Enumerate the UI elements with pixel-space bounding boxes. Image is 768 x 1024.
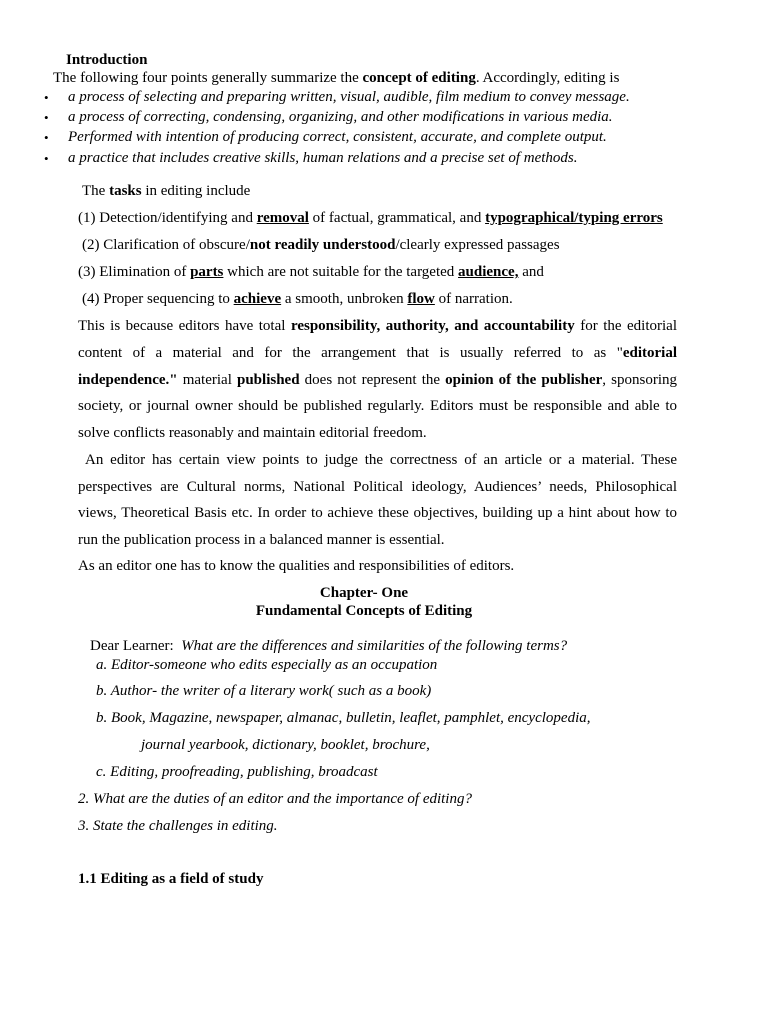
- bullet-item: a process of correcting, condensing, organizing, and other modifications in various media.: [68, 109, 613, 125]
- intro-lead: The following four points generally summarize the concept of editing. Accordingly, editing is: [53, 70, 620, 86]
- question-item: journal yearbook, dictionary, booklet, brochure,: [141, 737, 430, 753]
- paragraph-line: As an editor one has to know the qualities and responsibilities of editors.: [78, 558, 515, 574]
- chapter-title: Fundamental Concepts of Editing: [255, 603, 473, 619]
- question-item: b. Author- the writer of a literary work( such as a book): [96, 683, 432, 699]
- paragraph-line: solve conflicts reasonably and maintain editorial freedom.: [78, 425, 427, 441]
- section-heading: 1.1 Editing as a field of study: [78, 871, 264, 887]
- question-item: 2. What are the duties of an editor and the importance of editing?: [78, 791, 472, 807]
- bullet-icon: •: [44, 110, 49, 125]
- question-item: a. Editor-someone who edits especially as an occupation: [96, 657, 438, 673]
- task-2: (2) Clarification of obscure/not readily understood/clearly expressed passages: [82, 237, 560, 253]
- paragraph-line: An editor has certain view points to judge the correctness of an article or a material. These: [85, 452, 677, 468]
- question-item: b. Book, Magazine, newspaper, almanac, bulletin, leaflet, pamphlet, encyclopedia,: [96, 710, 591, 726]
- paragraph-line: run the publication process in a balanced manner is essential.: [78, 532, 445, 548]
- intro-heading: Introduction: [66, 52, 148, 68]
- tasks-intro: The tasks in editing include: [82, 183, 251, 199]
- dear-learner-prompt: Dear Learner: What are the differences and similarities of the following terms?: [90, 638, 568, 654]
- task-4: (4) Proper sequencing to achieve a smooth, unbroken flow of narration.: [82, 291, 513, 307]
- bullet-icon: •: [44, 130, 49, 145]
- bullet-item: a practice that includes creative skills, human relations and a precise set of methods.: [68, 150, 578, 166]
- bullet-item: a process of selecting and preparing written, visual, audible, film medium to convey message.: [68, 89, 630, 105]
- question-item: 3. State the challenges in editing.: [78, 818, 278, 834]
- paragraph-line: content of a material and for the arrangement that is usually referred to as "editorial: [78, 345, 677, 361]
- paragraph-line: society, or journal owner should be published regularly. Editors must be responsible and able to: [78, 398, 677, 414]
- chapter-label: Chapter- One: [319, 585, 409, 601]
- question-item: c. Editing, proofreading, publishing, broadcast: [96, 764, 378, 780]
- paragraph-line: This is because editors have total responsibility, authority, and accountability for the editorial: [78, 318, 678, 334]
- bullet-icon: •: [44, 151, 49, 166]
- paragraph-line: perspectives are Cultural norms, National Political ideology, Audiences’ needs, Philosophical: [78, 479, 677, 495]
- bullet-item: Performed with intention of producing correct, consistent, accurate, and complete output.: [68, 129, 607, 145]
- paragraph-line: views, Theoretical Basis etc. In order to achieve these objectives, building up a hint about how to: [78, 505, 677, 521]
- bullet-icon: •: [44, 90, 49, 105]
- task-1: (1) Detection/identifying and removal of factual, grammatical, and typographical/typing errors: [78, 210, 663, 226]
- task-3: (3) Elimination of parts which are not suitable for the targeted audience, and: [78, 264, 544, 280]
- paragraph-line: independence." material published does not represent the opinion of the publisher, sponsoring: [78, 372, 677, 388]
